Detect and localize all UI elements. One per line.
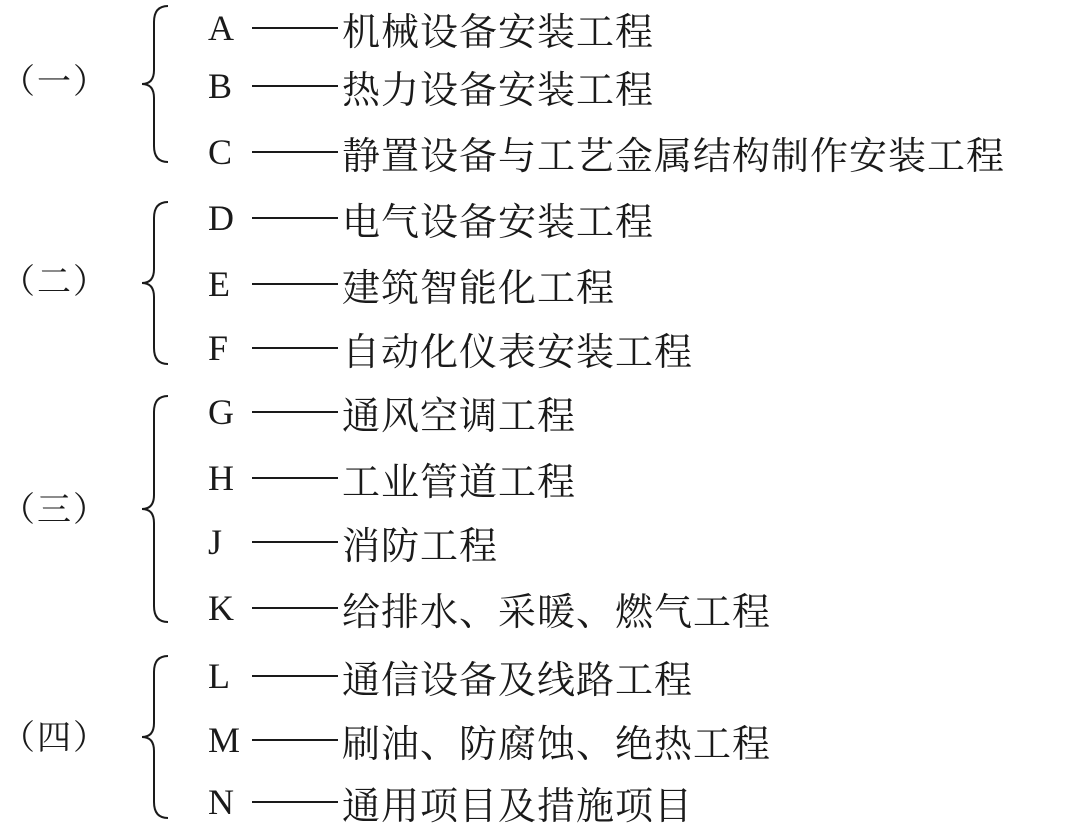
dash-connector	[252, 283, 338, 285]
item-code: F	[208, 328, 229, 368]
item-code: J	[208, 522, 223, 562]
item-name: 热力设备安装工程	[342, 67, 655, 112]
item-code: N	[208, 782, 234, 822]
left-brace-1	[140, 4, 170, 164]
item-code: G	[208, 392, 234, 432]
list-item	[208, 774, 693, 830]
item-name: 通风空调工程	[342, 393, 577, 438]
item-code: M	[208, 720, 241, 760]
item-code: C	[208, 132, 233, 172]
list-item	[208, 190, 654, 246]
item-code: K	[208, 588, 234, 628]
list-item	[208, 0, 654, 56]
item-code: H	[208, 458, 234, 498]
left-brace-4	[140, 654, 170, 820]
dash-connector	[252, 739, 338, 741]
dash-connector	[252, 801, 338, 803]
item-name: 通用项目及措施项目	[342, 783, 694, 828]
list-item	[208, 450, 576, 506]
dash-connector	[252, 217, 338, 219]
group-label-1: （一）	[1, 62, 109, 102]
item-name: 消防工程	[342, 523, 499, 568]
left-brace-3	[140, 394, 170, 624]
left-brace-2	[140, 200, 170, 366]
dash-connector	[252, 85, 338, 87]
list-item	[208, 384, 576, 440]
item-name: 静置设备与工艺金属结构制作安装工程	[342, 133, 1006, 178]
group-label-3: （三）	[1, 490, 109, 530]
item-code: L	[208, 656, 230, 696]
item-name: 建筑智能化工程	[342, 265, 616, 310]
item-code: E	[208, 264, 230, 304]
dash-connector	[252, 607, 338, 609]
item-name: 自动化仪表安装工程	[342, 329, 694, 374]
group-label-4: （四）	[1, 718, 109, 758]
item-name: 给排水、采暖、燃气工程	[342, 589, 772, 634]
item-code: D	[208, 198, 234, 238]
item-code: B	[208, 66, 233, 106]
item-name: 工业管道工程	[342, 459, 577, 504]
list-item	[208, 256, 615, 312]
list-item	[208, 648, 693, 704]
dash-connector	[252, 477, 338, 479]
dash-connector	[252, 411, 338, 413]
list-item	[208, 712, 771, 768]
list-item	[208, 514, 498, 570]
dash-connector	[252, 675, 338, 677]
dash-connector	[252, 151, 338, 153]
item-name: 通信设备及线路工程	[342, 657, 694, 702]
list-item	[208, 124, 1005, 180]
item-name: 刷油、防腐蚀、绝热工程	[342, 721, 772, 766]
item-name: 机械设备安装工程	[342, 9, 655, 54]
list-item	[208, 580, 771, 636]
list-item	[208, 58, 654, 114]
list-item	[208, 320, 693, 376]
dash-connector	[252, 347, 338, 349]
dash-connector	[252, 27, 338, 29]
dash-connector	[252, 541, 338, 543]
item-name: 电气设备安装工程	[342, 199, 655, 244]
group-label-2: （二）	[1, 262, 109, 302]
item-code: A	[208, 8, 234, 48]
